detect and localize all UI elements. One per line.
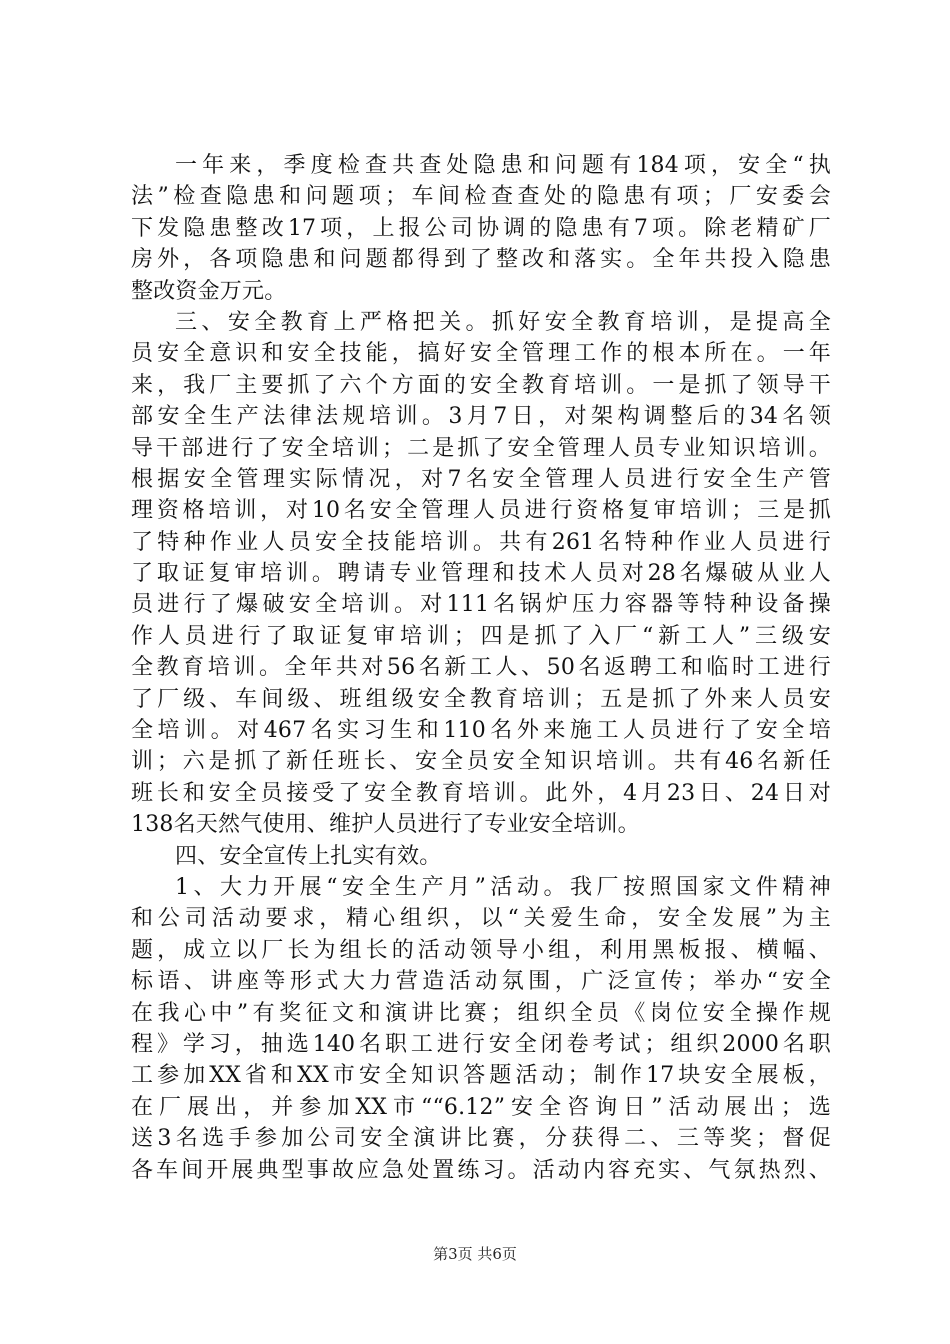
text-line: 下发隐患整改17项，上报公司协调的隐患有7项。除老精矿厂	[131, 215, 831, 241]
text-line: 标语、讲座等形式大力营造活动氛围，广泛宣传；举办“安全	[131, 969, 831, 995]
text-line: 了厂级、车间级、班组级安全教育培训；五是抓了外来人员安	[131, 686, 831, 712]
text-line: 导干部进行了安全培训；二是抓了安全管理人员专业知识培训。	[131, 435, 831, 461]
text-line: 138名天然气使用、维护人员进行了专业安全培训。	[131, 812, 640, 838]
text-line: 了特种作业人员安全技能培训。共有261名特种作业人员进行	[131, 529, 831, 555]
text-line: 送3名选手参加公司安全演讲比赛，分获得二、三等奖；督促	[131, 1126, 831, 1152]
text-line: 法”检查隐患和问题项；车间检查查处的隐患有项；厂安委会	[131, 184, 831, 210]
text-line: 训；六是抓了新任班长、安全员安全知识培训。共有46名新任	[131, 749, 831, 775]
text-line: 一年来，季度检查共查处隐患和问题有184项，安全“执	[175, 153, 831, 178]
text-line: 1、大力开展“安全生产月”活动。我厂按照国家文件精神	[175, 874, 831, 900]
text-line: 来，我厂主要抓了六个方面的安全教育培训。一是抓了领导干	[131, 372, 831, 398]
text-line: 员安全意识和安全技能，搞好安全管理工作的根本所在。一年	[131, 341, 831, 367]
text-line: 部安全生产法律法规培训。3月7日，对架构调整后的34名领	[131, 404, 831, 430]
text-line: 全教育培训。全年共对56名新工人、50名返聘工和临时工进行	[131, 655, 831, 681]
document-body	[131, 150, 831, 1186]
text-line: 工参加XX省和XX市安全知识答题活动；制作17块安全展板，	[131, 1063, 831, 1089]
text-line: 作人员进行了取证复审培训；四是抓了入厂“新工人”三级安	[131, 623, 831, 649]
text-line: 整改资金万元。	[131, 278, 287, 304]
page-number-footer: 第3页 共6页	[433, 1245, 517, 1263]
text-line: 根据安全管理实际情况，对7名安全管理人员进行安全生产管	[131, 466, 831, 492]
text-line: 班长和安全员接受了安全教育培训。此外，4月23日、24日对	[131, 780, 831, 806]
text-line: 在厂展出，并参加XX市““6.12”安全咨询日”活动展出；选	[131, 1094, 831, 1120]
text-line: 题，成立以厂长为组长的活动领导小组，利用黑板报、横幅、	[131, 937, 831, 963]
text-line: 全培训。对467名实习生和110名外来施工人员进行了安全培	[131, 718, 831, 744]
text-line: 房外，各项隐患和问题都得到了整改和落实。全年共投入隐患	[131, 247, 831, 273]
text-line: 了取证复审培训。聘请专业管理和技术人员对28名爆破从业人	[131, 561, 831, 587]
text-line: 员进行了爆破安全培训。对111名锅炉压力容器等特种设备操	[131, 592, 831, 618]
text-line: 三、安全教育上严格把关。抓好安全教育培训，是提高全	[175, 309, 831, 335]
text-line: 在我心中”有奖征文和演讲比赛；组织全员《岗位安全操作规	[131, 1000, 831, 1026]
text-line: 四、安全宣传上扎实有效。	[175, 843, 442, 869]
text-line: 程》学习，抽选140名职工进行安全闭卷考试；组织2000名职	[131, 1031, 831, 1057]
text-line: 理资格培训，对10名安全管理人员进行资格复审培训；三是抓	[131, 498, 831, 524]
text-line: 各车间开展典型事故应急处置练习。活动内容充实、气氛热烈、	[131, 1157, 831, 1183]
text-line: 和公司活动要求，精心组织，以“关爱生命，安全发展”为主	[131, 906, 831, 932]
